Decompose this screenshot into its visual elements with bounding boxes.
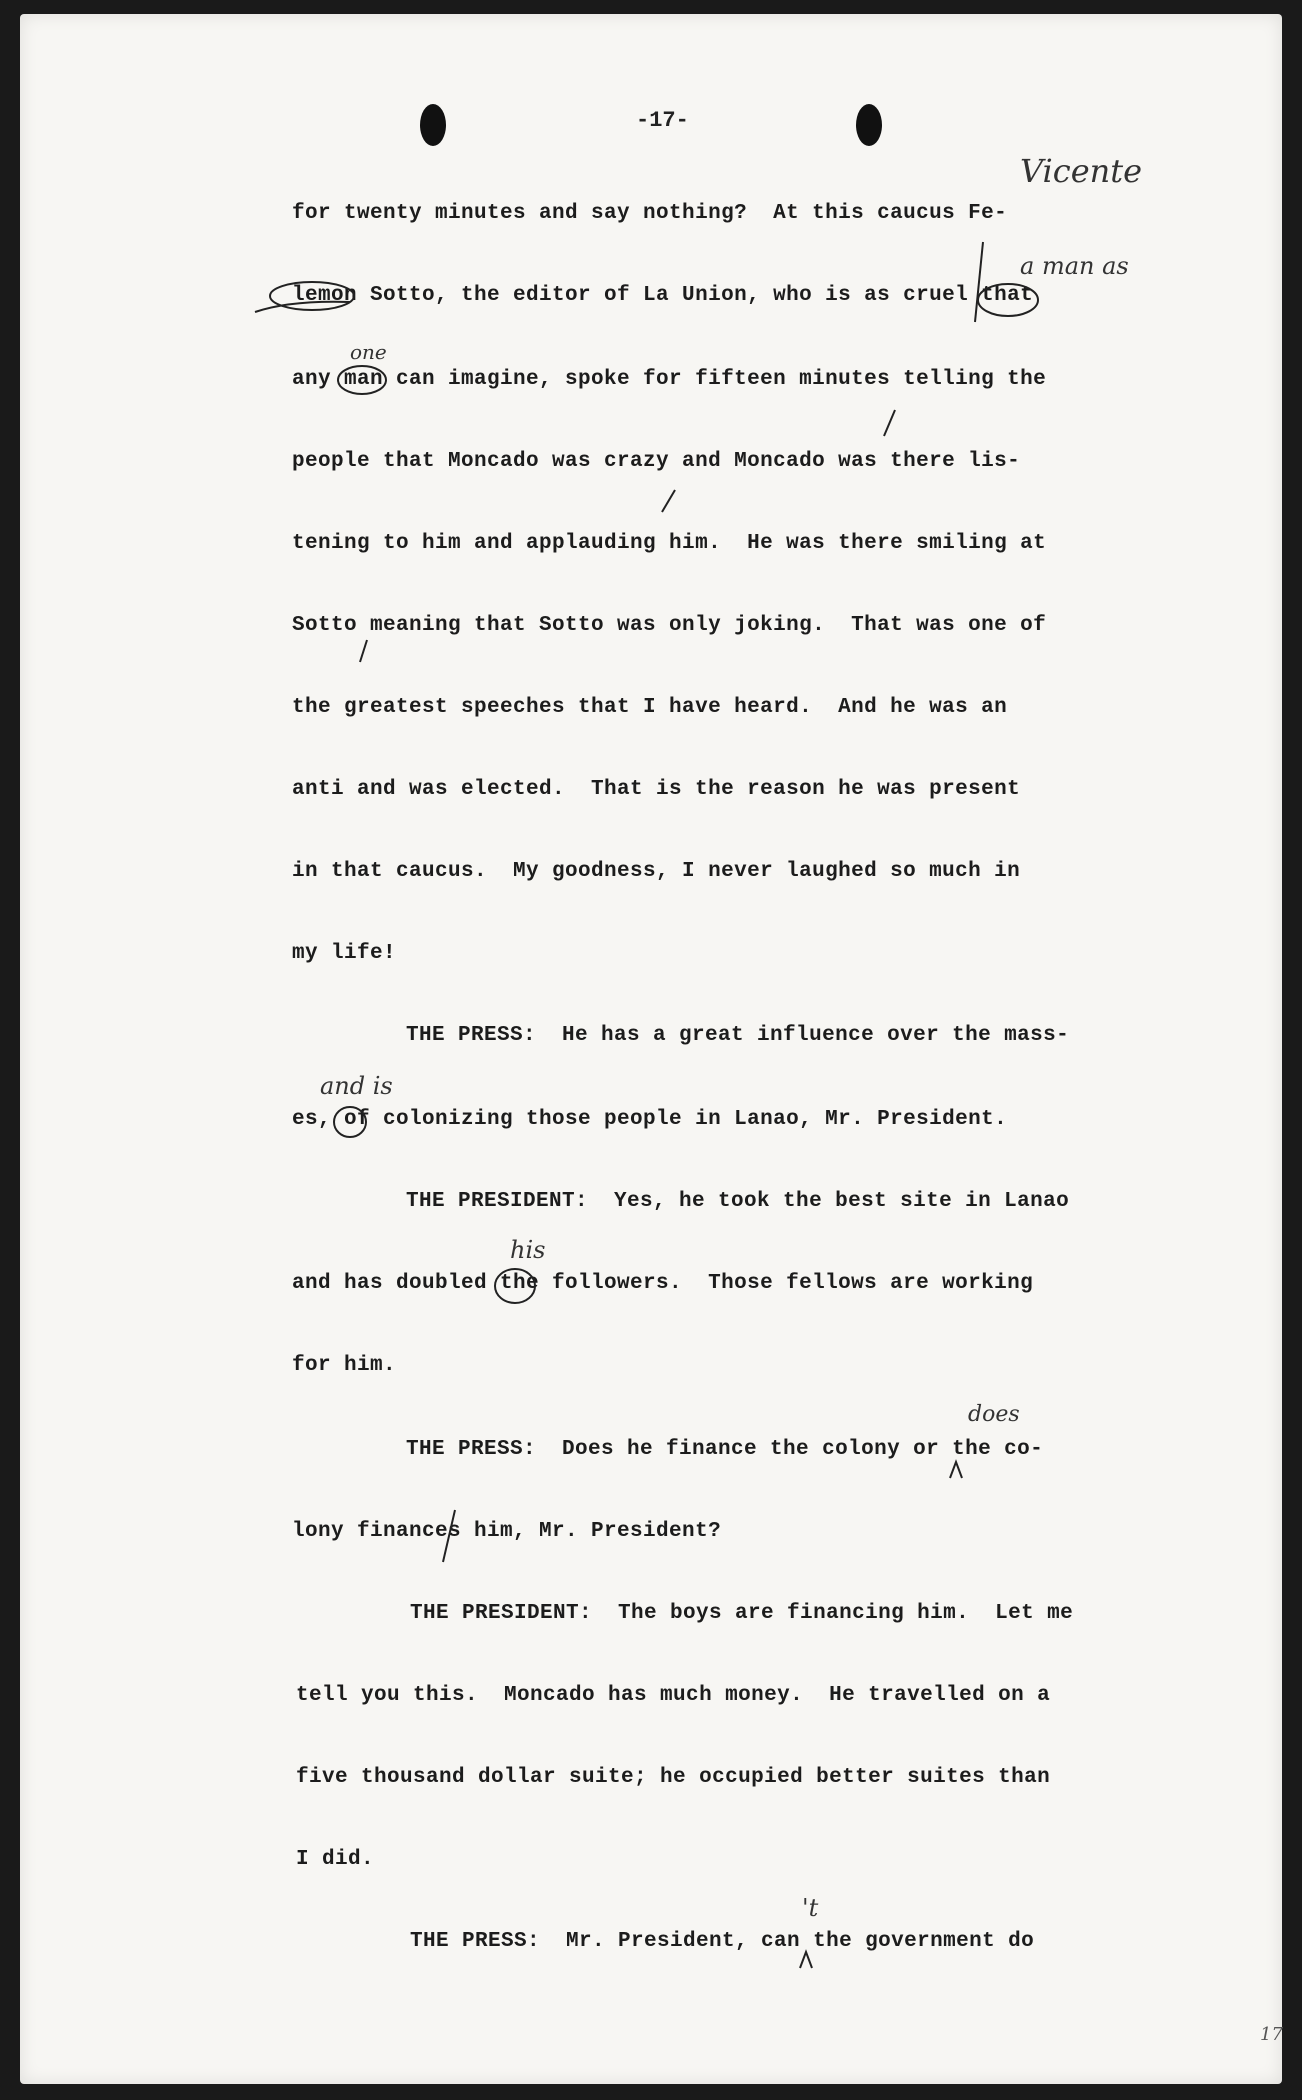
text-line-18: THE PRESIDENT: The boys are financing him. Let me bbox=[410, 1602, 1074, 1625]
text-line-21: I did. bbox=[296, 1848, 375, 1871]
corner-page-mark: 17 bbox=[1260, 2024, 1283, 2045]
handwritten-does: does bbox=[968, 1402, 1020, 1427]
text-line-16: THE PRESS: Does he finance the colony or the co- bbox=[406, 1438, 1044, 1461]
text-line-22: THE PRESS: Mr. President, can the government do bbox=[410, 1930, 1035, 1953]
text-line-9: in that caucus. My goodness, I never laughed so much in bbox=[292, 860, 1021, 883]
text-line-3: any man can imagine, spoke for fifteen minutes telling the bbox=[292, 368, 1047, 391]
text-line-2: lemon Sotto, the editor of La Union, who is as cruel that bbox=[292, 284, 1034, 307]
handwritten-a-man-as: a man as bbox=[1020, 252, 1129, 280]
text-line-12: es, of colonizing those people in Lanao, Mr. President. bbox=[292, 1108, 1008, 1131]
text-line-8: anti and was elected. That is the reason he was present bbox=[292, 778, 1021, 801]
text-line-15: for him. bbox=[292, 1354, 397, 1377]
document-page bbox=[20, 14, 1282, 2084]
handwritten-and-is: and is bbox=[320, 1072, 393, 1100]
punch-hole-left bbox=[420, 104, 446, 146]
text-line-1: for twenty minutes and say nothing? At this caucus Fe- bbox=[292, 202, 1008, 225]
handwritten-vicente: Vicente bbox=[1020, 152, 1143, 190]
text-line-13: THE PRESIDENT: Yes, he took the best site in Lanao bbox=[406, 1190, 1070, 1213]
page-number: -17- bbox=[636, 108, 689, 133]
text-line-10: my life! bbox=[292, 942, 397, 965]
text-line-6: Sotto meaning that Sotto was only joking. That was one of bbox=[292, 614, 1047, 637]
text-line-14: and has doubled the followers. Those fellows are working bbox=[292, 1272, 1034, 1295]
text-line-20: five thousand dollar suite; he occupied better suites than bbox=[296, 1766, 1051, 1789]
text-line-19: tell you this. Moncado has much money. He travelled on a bbox=[296, 1684, 1051, 1707]
handwritten-one: one bbox=[350, 340, 387, 364]
text-line-7: the greatest speeches that I have heard. And he was an bbox=[292, 696, 1008, 719]
text-line-11: THE PRESS: He has a great influence over the mass- bbox=[406, 1024, 1070, 1047]
text-line-5: tening to him and applauding him. He was there smiling at bbox=[292, 532, 1047, 555]
text-line-17: lony finances him, Mr. President? bbox=[292, 1520, 722, 1543]
punch-hole-right bbox=[856, 104, 882, 146]
text-line-4: people that Moncado was crazy and Moncado was there lis- bbox=[292, 450, 1021, 473]
handwritten-t: 't bbox=[802, 1894, 819, 1922]
handwritten-his: his bbox=[510, 1236, 546, 1264]
